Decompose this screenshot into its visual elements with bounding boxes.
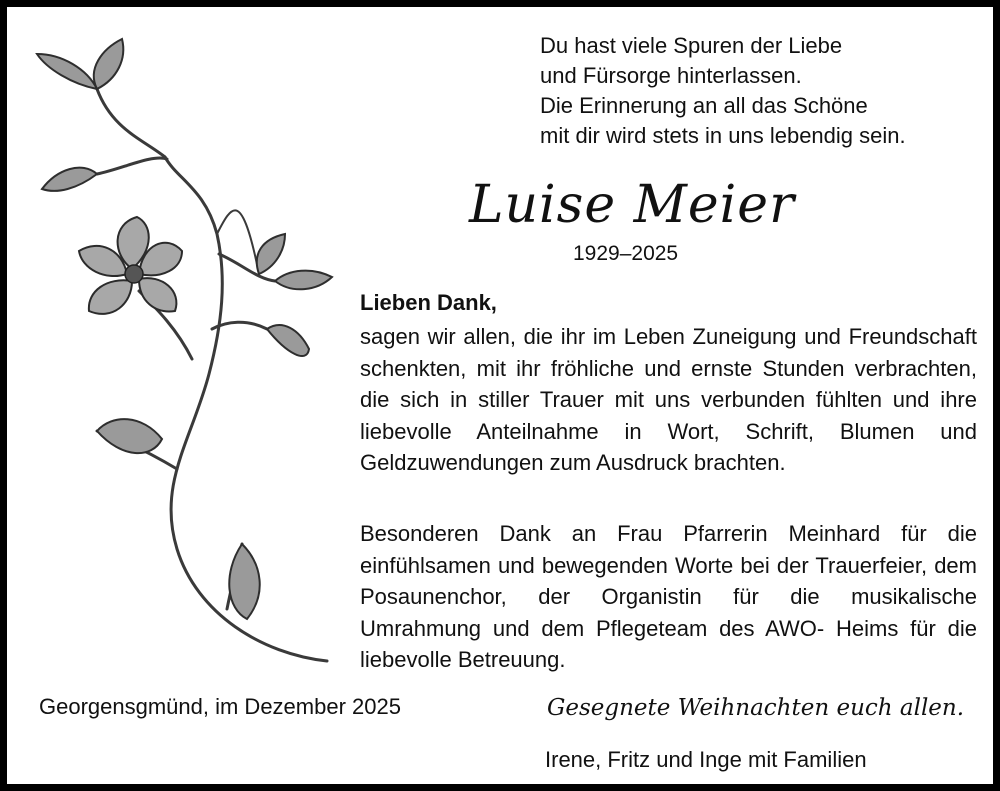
life-years: 1929–2025 xyxy=(573,242,679,265)
motto-verse xyxy=(540,31,906,151)
thanks-greeting: Lieben Dank, xyxy=(360,290,497,315)
signers: Irene, Fritz und Inge mit Familien xyxy=(545,747,867,772)
flower-branch-icon xyxy=(27,29,347,679)
christmas-wish: Gesegnete Weihnachten euch allen. xyxy=(547,695,965,721)
deceased-name: Luise Meier xyxy=(469,175,795,235)
thanks-paragraph: sagen wir allen, die ihr im Leben Zuneigung und Freundschaft schenkten, mit ihr fröhliche und ernste Stunden verbrachten, die sich in stiller Trauer mit uns verbunden fühlten und ihre liebevolle Anteilnahme in Wort, Schrift, Blumen und Geldzuwendungen zum Ausdruck brachten. xyxy=(360,324,977,475)
motto-line: mit dir wird stets in uns lebendig sein. xyxy=(540,123,906,148)
motto-line: Die Erinnerung an all das Schöne xyxy=(540,93,868,118)
special-thanks-paragraph: Besonderen Dank an Frau Pfarrerin Meinhard für die einfühlsamen und bewegenden Worte bei der Trauerfeier, dem Posaunenchor, der Organistin für die musikalische Umrahmung und dem Pflegeteam des AWO- Heims für die liebevolle Betreuung. xyxy=(360,521,977,672)
motto-line: und Fürsorge hinterlassen. xyxy=(540,63,802,88)
motto-line: Du hast viele Spuren der Liebe xyxy=(540,33,843,58)
place-date: Georgensgmünd, im Dezember 2025 xyxy=(39,694,401,719)
